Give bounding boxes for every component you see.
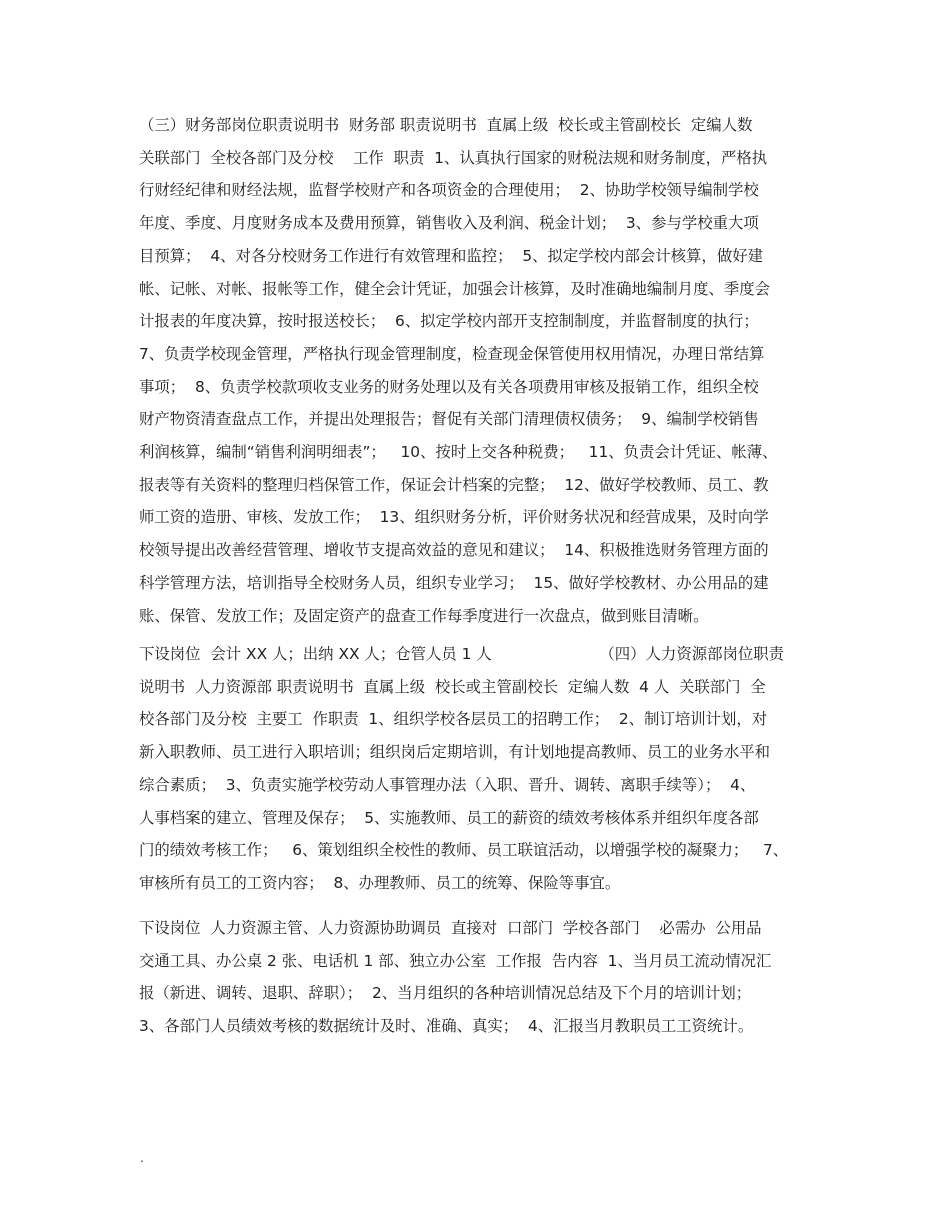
- text-line: 新入职教师、员工进行入职培训；组织岗后定期培训，有计划地提高教师、员工的业务水平和: [139, 743, 771, 762]
- text-line: 下设岗位 人力资源主管、人力资源协助调员 直接对 口部门 学校各部门 必需办 公用品: [139, 919, 762, 937]
- text-line: 报（新进、调转、退职、辞职）； 2、当月组织的各种培训情况总结及下个月的培训计划；: [139, 984, 752, 1003]
- text-line: 7、负责学校现金管理，严格执行现金管理制度，检查现金保管使用权用情况，办理日常结算: [139, 344, 765, 363]
- text-line: 利润核算，编制“销售利润明细表”； 10、按时上交各种税费； 11、负责会计凭证、帐薄、: [139, 443, 778, 461]
- text-line: 年度、季度、月度财务成本及费用预算，销售收入及利润、税金计划； 3、参与学校重大项: [139, 214, 759, 233]
- footer-mark: .: [140, 1151, 144, 1165]
- text-line: 说明书 人力资源部 职责说明书 直属上级 校长或主管副校长 定编人数 4 人 关联部门 全: [139, 677, 766, 696]
- text-line: 人事档案的建立、管理及保存； 5、实施教师、员工的薪资的绩效考核体系并组织年度各部: [139, 808, 759, 827]
- text-line: （三）财务部岗位职责说明书 财务部 职责说明书 直属上级 校长或主管副校长 定编人数: [139, 116, 753, 134]
- text-line: 审核所有员工的工资内容； 8、办理教师、员工的统筹、保险等事宜。: [139, 873, 621, 892]
- text-line: 帐、记帐、对帐、报帐等工作，健全会计凭证，加强会计核算，及时准确地编制月度、季度会: [139, 279, 771, 298]
- text-line: 师工资的造册、审核、发放工作； 13、组织财务分析，评价财务状况和经营成果，及时向学: [139, 508, 769, 527]
- text-line: 校各部门及分校 主要工 作职责 1、组织学校各层员工的招聘工作； 2、制订培训计划，对: [139, 710, 768, 729]
- text-line: 综合素质； 3、负责实施学校劳动人事管理办法（入职、晋升、调转、离职手续等）； 4、: [139, 775, 756, 794]
- text-line: 事项； 8、负责学校款项收支业务的财务处理以及有关各项费用审核及报销工作，组织全校: [139, 377, 759, 396]
- text-line: 门的绩效考核工作； 6、策划组织全校性的教师、员工联谊活动，以增强学校的凝聚力； 7、: [139, 841, 789, 860]
- text-line: 目预算； 4、对各分校财务工作进行有效管理和监控； 5、拟定学校内部会计核算，做好建: [139, 246, 763, 265]
- text-line: 账、保管、发放工作；及固定资产的盘查工作每季度进行一次盘点，做到账目清晰。: [139, 606, 709, 625]
- text-line: 关联部门 全校各部门及分校 工作 职责 1、认真执行国家的财税法规和财务制度，严格执: [139, 148, 768, 167]
- text-line: 校领导提出改善经营管理、增收节支提高效益的意见和建议； 14、积极推选财务管理方面的: [139, 541, 769, 560]
- text-line: 3、各部门人员绩效考核的数据统计及时、准确、真实； 4、汇报当月教职员工工资统计。: [139, 1017, 754, 1036]
- text-line: 行财经纪律和财经法规，监督学校财产和各项资金的合理使用； 2、协助学校领导编制学校: [139, 181, 759, 200]
- text-line: 财产物资清查盘点工作，并提出处理报告；督促有关部门清理债权债务； 9、编制学校销售: [139, 410, 759, 429]
- text-line: 交通工具、办公桌 2 张、电话机 1 部、独立办公室 工作报 告内容 1、当月员工流动情况汇: [139, 951, 772, 970]
- text-line: 报表等有关资料的整理归档保管工作，保证会计档案的完整； 12、做好学校教师、员工、教: [139, 475, 769, 494]
- text-line: 计报表的年度决算，按时报送校长； 6、拟定学校内部开支控制制度，并监督制度的执行；: [139, 312, 759, 331]
- text-line: 科学管理方法，培训指导全校财务人员，组织专业学习； 15、做好学校教材、办公用品的建: [139, 573, 769, 592]
- text-line: 下设岗位 会计 XX 人；出纳 XX 人；仓管人员 1 人 （四）人力资源部岗位职责: [139, 645, 785, 663]
